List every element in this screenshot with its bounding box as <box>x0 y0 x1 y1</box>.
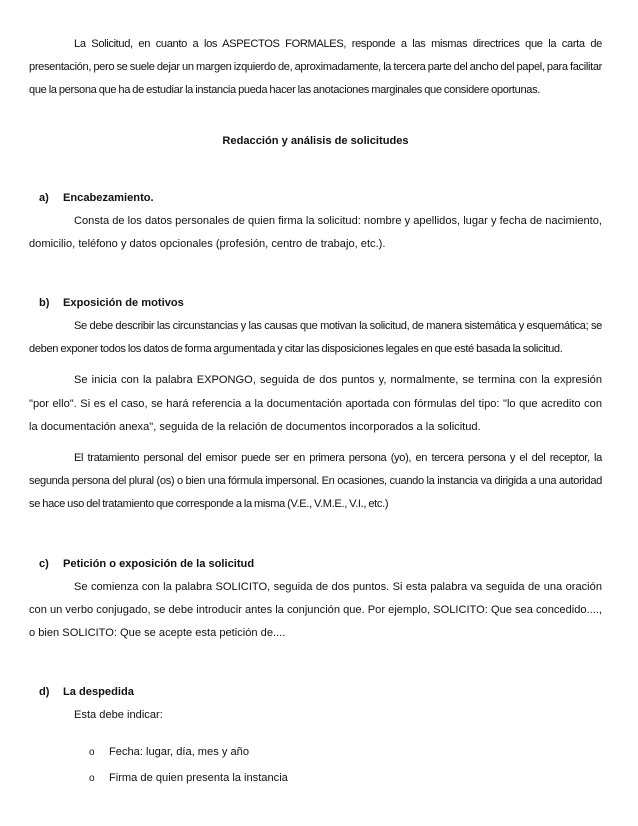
heading-text: Encabezamiento. <box>63 191 154 204</box>
despedida-subtext: Esta debe indicar: <box>74 709 163 722</box>
paragraph-encabezamiento: Consta de los datos personales de quien firma la solicitud: nombre y apellidos, lugar y fecha de nacimiento, domicilio, teléfono y datos opcionales (profesión, centro de trabajo, etc.). <box>29 214 602 250</box>
heading-marker: b) <box>39 297 50 310</box>
list-item-text: Firma de quien presenta la instancia <box>109 772 288 785</box>
heading-exposicion <box>39 292 602 315</box>
intro-paragraph: La Solicitud, en cuanto a los ASPECTOS FORMALES, responde a las mismas directrices que la carta de presentación, pero se suele dejar un margen izquierdo de, aproximadamente, la tercera parte del ancho del papel, para facilitar que la persona que ha de estudiar la instancia pueda hacer las anotaciones marginales que considere oportunas. <box>29 38 602 97</box>
heading-peticion <box>39 553 602 576</box>
circle-bullet-icon: o <box>89 747 95 759</box>
list-item <box>89 741 602 764</box>
paragraph-exposicion-2: Se inicia con la palabra EXPONGO, seguida de dos puntos y, normalmente, se termina con la expresión "por ello". Si es el caso, se hará referencia a la documentación aportada con fórmulas del tipo: "lo que acredito con la documentación anexa", seguida de la relación de documentos incorporados a la solicitud. <box>29 374 602 433</box>
heading-encabezamiento <box>39 187 602 210</box>
heading-marker: d) <box>39 686 50 699</box>
despedida-list <box>29 741 602 790</box>
heading-marker: c) <box>39 557 49 570</box>
heading-marker: a) <box>39 191 49 204</box>
paragraph-peticion: Se comienza con la palabra SOLICITO, seguida de dos puntos. Si esta palabra va seguida de una oración con un verbo conjugado, se debe introducir antes la conjunción que. Por ejemplo, SOLICITO: Que sea concedido...., o bien SOLICITO: Que se acepte esta petición de.... <box>29 580 602 640</box>
heading-text: La despedida <box>63 686 134 699</box>
heading-despedida <box>39 681 602 704</box>
paragraph-exposicion-1: Se debe describir las circunstancias y las causas que motivan la solicitud, de manera sistemática y esquemática; se deben exponer todos los datos de forma argumentada y citar las disposiciones legales en que esté basada la solicitud. <box>29 320 602 356</box>
list-item-text: Fecha: lugar, día, mes y año <box>109 746 249 759</box>
document-page <box>29 0 602 793</box>
paragraph-exposicion-3: El tratamiento personal del emisor puede ser en primera persona (yo), en tercera persona y el del receptor, la segunda persona del plural (os) o bien una fórmula impersonal. En ocasiones, cuando la instancia va dirigida a una autoridad se hace uso del tratamiento que corresponde a la misma (V.E., V.M.E., V.I., etc.) <box>29 452 602 511</box>
heading-text: Exposición de motivos <box>63 297 184 310</box>
heading-text: Petición o exposición de la solicitud <box>63 557 255 570</box>
section-title: Redacción y análisis de solicitudes <box>222 134 409 147</box>
list-item <box>89 767 602 790</box>
circle-bullet-icon: o <box>89 773 95 785</box>
